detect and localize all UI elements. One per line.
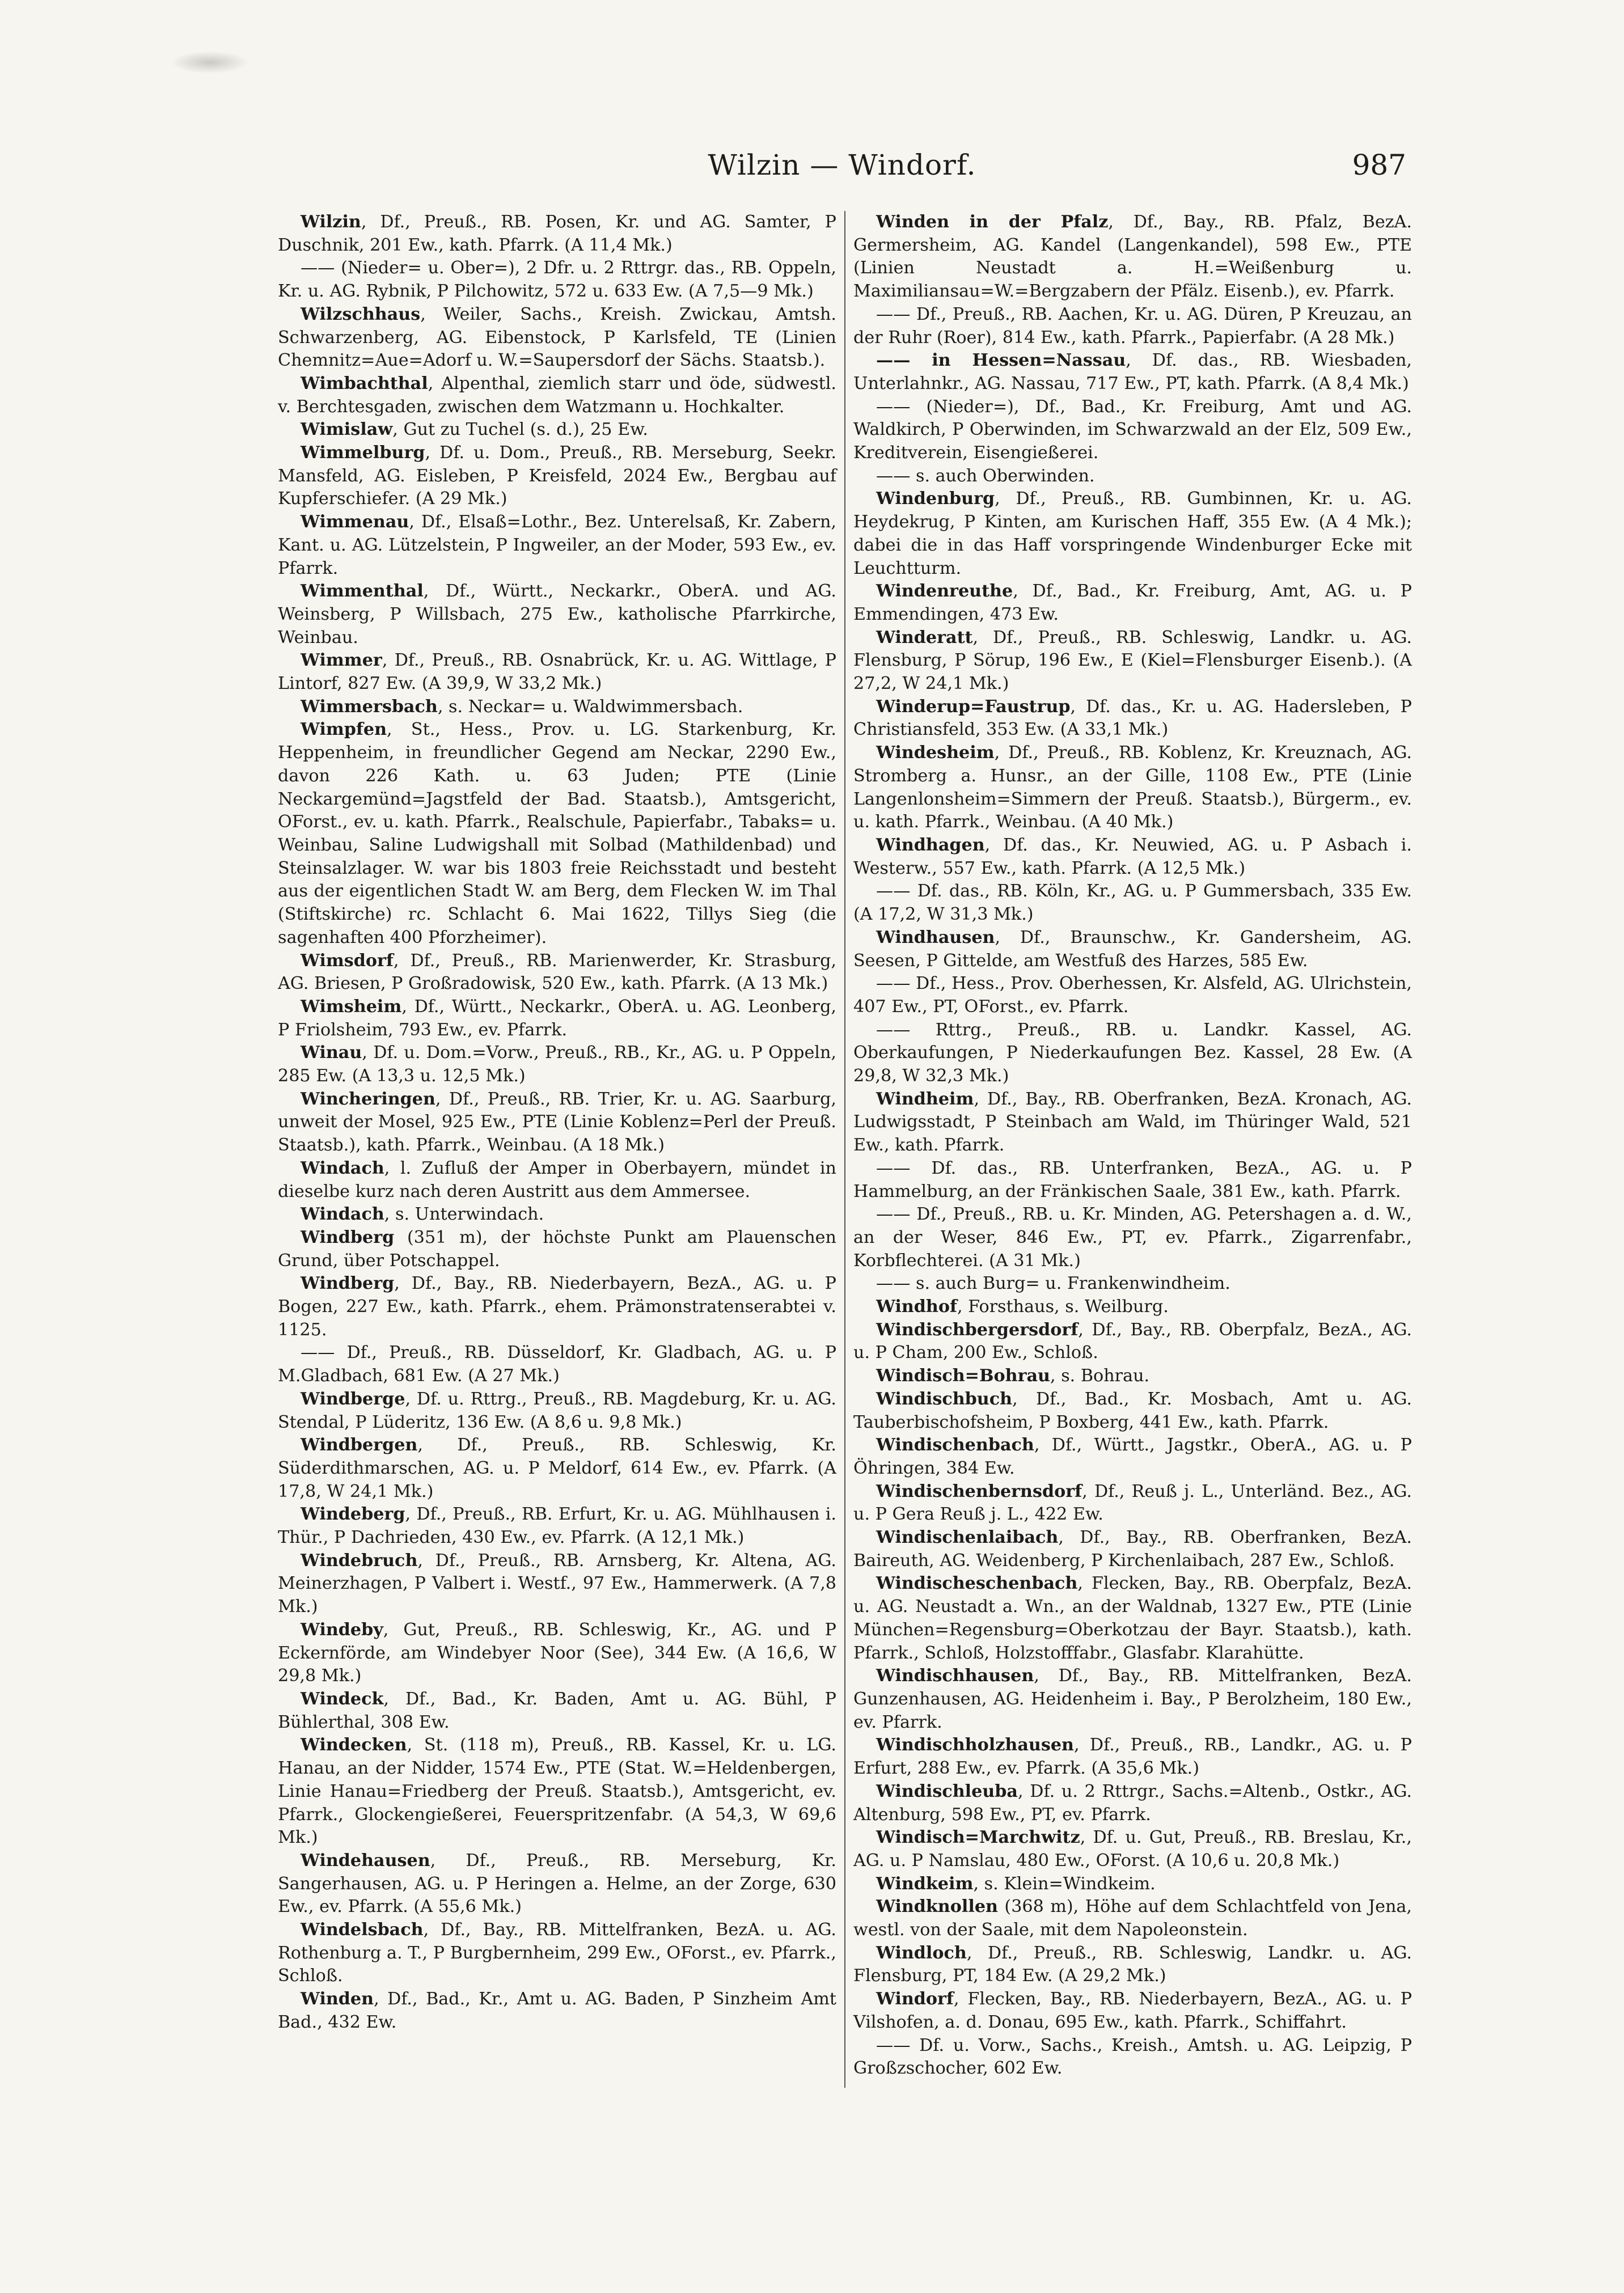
scan-smudge [170,51,249,74]
entry-text: , Df., Preuß., RB. Trier, Kr. u. AG. Saarburg, unweit der Mosel, 925 Ew., PTE (Linie Koblenz=Perl der Preuß. Staatsb.), kath. Pfarrk., Weinbau. (A 18 Mk.) [278,1089,836,1156]
entry-text: —— s. auch Oberwinden. [876,466,1095,486]
dictionary-entry [853,742,1412,834]
entry-text: , Df., Preuß., RB., Landkr., AG. u. P Erfurt, 288 Ew., ev. Pfarrk. (A 35,6 Mk.) [853,1735,1412,1779]
dictionary-entry [853,1434,1412,1480]
left-column [278,211,836,2034]
dictionary-entry [278,1088,836,1157]
dictionary-entry [853,1203,1412,1272]
dictionary-entry [278,418,836,442]
dictionary-entry [853,1734,1412,1780]
entry-text: , Df. u. Rttrg., Preuß., RB. Magdeburg, Kr. u. AG. Stendal, P Lüderitz, 136 Ew. (A 8,6 u. 9,8 Mk.) [278,1389,836,1432]
entry-text: , Df., Bay., RB. Niederbayern, BezA., AG. u. P Bogen, 227 Ew., kath. Pfarrk., ehem. Prämonstratenserabtei v. 1125. [278,1274,836,1340]
entry-headword: Windbergen [301,1435,418,1456]
entry-text: —— (Nieder= u. Ober=), 2 Dfr. u. 2 Rttrgr. das., RB. Oppeln, Kr. u. AG. Rybnik, P Pilchowitz, 572 u. 633 Ew. (A 7,5—9 Mk.) [278,258,836,302]
entry-headword: Windischholzhausen [876,1735,1074,1755]
entry-text: , Gut, Preuß., RB. Schleswig, Kr., AG. und P Eckernförde, am Windebyer Noor (See), 344 Ew. (A 16,6, W 29,8 Mk.) [278,1619,836,1686]
dictionary-entry [853,1572,1412,1665]
entry-headword: Wimislaw [301,420,393,440]
entry-headword: Windischeschenbach [876,1573,1078,1594]
entry-headword: Windknollen [876,1897,998,1917]
entry-headword: Windischbergersdorf [876,1319,1079,1340]
entry-text: , Df., Bay., RB. Oberfranken, BezA. Baireuth, AG. Weidenberg, P Kirchenlaibach, 287 Ew., Schloß. [853,1528,1412,1571]
entry-text: , Df. u. Gut, Preuß., RB. Breslau, Kr., AG. u. P Namslau, 480 Ew., OForst. (A 10,6 u. 20,8 Mk.) [853,1827,1412,1871]
dictionary-entry [278,1042,836,1088]
dictionary-entry [278,511,836,580]
dictionary-entry [278,718,836,949]
dictionary-entry [853,1365,1412,1388]
entry-text: , Df., Preuß., RB. Koblenz, Kr. Kreuznach, AG. Stromberg a. Hunsr., an der Gille, 1108 Ew., PTE (Linie Langenlonsheim=Simmern der Preuß. Staatsb.), Bürgerm., ev. u. kath. Pfarrk., Weinbau. (A 40 Mk.) [853,743,1412,832]
entry-headword: Windischbuch [876,1389,1013,1409]
entry-headword: Windhagen [876,835,985,855]
dictionary-entry [278,257,836,303]
entry-headword: Wimmelburg [301,443,425,463]
entry-text: , Flecken, Bay., RB. Niederbayern, BezA., AG. u. P Vilshofen, a. d. Donau, 695 Ew., kath. Pfarrk., Schiffahrt. [853,1989,1412,2032]
entry-text: —— s. auch Burg= u. Frankenwindheim. [876,1274,1230,1294]
entry-headword: Windischenbernsdorf [876,1481,1082,1501]
entry-text: (368 m), Höhe auf dem Schlachtfeld von Jena, westl. von der Saale, mit dem Napoleonstein. [853,1897,1412,1940]
entry-headword: Windberg [301,1274,395,1294]
entry-text: , Df. u. 2 Rttrgr., Sachs.=Altenb., Ostkr., AG. Altenburg, 598 Ew., PT, ev. Pfarrk. [853,1781,1412,1825]
entry-headword: Wimsheim [301,996,402,1017]
entry-text: , Df., Reuß j. L., Unterländ. Bez., AG. u. P Gera Reuß j. L., 422 Ew. [853,1481,1412,1525]
dictionary-entry [853,1988,1412,2034]
entry-text: , Df., Württ., Neckarkr., OberA. und AG. Weinsberg, P Willsbach, 275 Ew., katholische Pfarrkirche, Weinbau. [278,581,836,648]
entry-text: , Df., Preuß., RB. Schleswig, Landkr. u. AG. Flensburg, P Sörup, 196 Ew., E (Kiel=Flensburger Eisenb.). (A 27,2, W 24,1 Mk.) [853,627,1412,694]
entry-headword: Winden [301,1989,374,2009]
entry-text: , Df., Württ., Neckarkr., OberA. u. AG. Leonberg, P Friolsheim, 793 Ew., ev. Pfarrk. [278,996,836,1040]
entry-text: , Df., Bay., RB. Oberpfalz, BezA., AG. u. P Cham, 200 Ew., Schloß. [853,1319,1412,1363]
entry-text: —— Df., Preuß., RB. Aachen, Kr. u. AG. Düren, P Kreuzau, an der Ruhr (Roer), 814 Ew., kath. Pfarrk., Papierfabr. (A 28 Mk.) [853,304,1412,348]
entry-headword: Windisch=Bohrau [876,1366,1050,1386]
entry-text: , Df. u. Dom., Preuß., RB. Merseburg, Seekr. Mansfeld, AG. Eisleben, P Kreisfeld, 2024 Ew., Bergbau auf Kupferschiefer. (A 29 Mk.) [278,443,836,509]
dictionary-entry [278,1850,836,1919]
entry-text: , Forsthaus, s. Weilburg. [957,1297,1169,1317]
entry-headword: Wimmersbach [301,696,438,717]
dictionary-entry [853,627,1412,696]
dictionary-entry [278,1272,836,1342]
dictionary-entry [278,303,836,373]
entry-headword: Windenburg [876,489,995,509]
entry-headword: Wimmenau [301,512,409,532]
dictionary-entry [278,1988,836,2034]
dictionary-entry [853,1780,1412,1826]
dictionary-entry [853,1088,1412,1157]
entry-headword: Windischenbach [876,1435,1034,1456]
entry-text: , Df., Preuß., RB. Osnabrück, Kr. u. AG. Wittlage, P Lintorf, 827 Ew. (A 39,9, W 33,2 Mk.) [278,650,836,694]
entry-text: , Df., Braunschw., Kr. Gandersheim, AG. Seesen, P Gittelde, am Westfuß des Harzes, 585 Ew. [853,927,1412,971]
dictionary-entry [278,1550,836,1619]
entry-text: , Df., Bad., Kr. Baden, Amt u. AG. Bühl, P Bühlerthal, 308 Ew. [278,1689,836,1732]
entry-text: , Df. das., RB. Wiesbaden, Unterlahnkr., AG. Nassau, 717 Ew., PT, kath. Pfarrk. (A 8,4 Mk.) [853,350,1412,394]
entry-text: , Df., Preuß., RB. Posen, Kr. und AG. Samter, P Duschnik, 201 Ew., kath. Pfarrk. (A 11,4 Mk.) [278,212,836,255]
dictionary-entry [853,880,1412,926]
entry-headword: Windeck [301,1689,384,1709]
dictionary-entry [853,1272,1412,1296]
entry-text: , Df., Bay., RB. Oberfranken, BezA. Kronach, AG. Ludwigsstadt, P Steinbach am Wald, im Thüringer Wald, 521 Ew., kath. Pfarrk. [853,1089,1412,1156]
entry-text: —— Df., Preuß., RB. u. Kr. Minden, AG. Petershagen a. d. W., an der Weser, 846 Ew., PT, ev. Pfarrk., Zigarrenfabr., Korbflechterei. (A 31 Mk.) [853,1204,1412,1271]
entry-text: , St., Hess., Prov. u. LG. Starkenburg, Kr. Heppenheim, in freundlicher Gegend am Neckar, 2290 Ew., davon 226 Kath. u. 63 Juden; PTE (Linie Neckargemünd=Jagstfeld der Bad. Staatsb.), Amtsgericht, OForst., ev. u. kath. Pfarrk., Realschule, Papierfabr., Tabaks= u. Weinbau, Saline Ludwigshall mit Solbad (Mathildenbad) und Steinsalzlager. W. war bis 1803 freie Reichsstadt und besteht aus der eigentlichen Stadt W. am Berg, dem Flecken W. im Thal (Stiftskirche) rc. Schlacht 6. Mai 1622, Tillys Sieg (die sagenhaften 400 Pforzheimer). [278,720,836,947]
dictionary-entry [278,649,836,695]
dictionary-entry [278,1919,836,1988]
dictionary-entry [853,834,1412,880]
dictionary-entry [278,211,836,257]
entry-text: , Flecken, Bay., RB. Oberpfalz, BezA. u. AG. Neustadt a. Wn., an der Waldnab, 1327 Ew., PTE (Linie München=Regensburg=Oberkotzau der Bayr. Staatsb.), kath. Pfarrk., Schloß, Holzstofffabr., Glasfabr. Klarahütte. [853,1573,1412,1663]
entry-text: —— (Nieder=), Df., Bad., Kr. Freiburg, Amt und AG. Waldkirch, P Oberwinden, im Schwarzwald an der Elz, 509 Ew., Kreditverein, Eisengießerei. [853,396,1412,463]
entry-headword: Winderup=Faustrup [876,696,1071,717]
dictionary-entry [853,926,1412,972]
entry-headword: Wimbachthal [301,373,428,394]
dictionary-entry [278,442,836,511]
entry-headword: Windesheim [876,743,995,763]
entry-headword: Windecken [301,1735,407,1755]
entry-text: , Alpenthal, ziemlich starr und öde, südwestl. v. Berchtesgaden, zwischen dem Watzmann u. Hochkalter. [278,373,836,417]
entry-text: —— Df. u. Vorw., Sachs., Kreish., Amtsh. u. AG. Leipzig, P Großzschocher, 602 Ew. [853,2035,1412,2079]
dictionary-entry [853,211,1412,303]
entry-headword: Winden in der Pfalz [876,212,1109,232]
page-number: 987 [1352,149,1406,181]
dictionary-entry [278,1157,836,1203]
entry-text: —— Df. das., RB. Unterfranken, BezA., AG. u. P Hammelburg, an der Fränkischen Saale, 381 Ew., kath. Pfarrk. [853,1158,1412,1202]
entry-text: —— Df. das., RB. Köln, Kr., AG. u. P Gummersbach, 335 Ew. (A 17,2, W 31,3 Mk.) [853,881,1412,925]
entry-headword: Wimsdorf [301,950,394,971]
running-title: Wilzin — Windorf. [708,149,976,181]
entry-headword: Windisch=Marchwitz [876,1827,1080,1848]
entry-text: —— Df., Preuß., RB. Düsseldorf, Kr. Gladbach, AG. u. P M.Gladbach, 681 Ew. (A 27 Mk.) [278,1343,836,1386]
entry-headword: Wilzschhaus [301,304,421,324]
entry-headword: Windeberg [301,1504,405,1525]
entry-text: , s. Neckar= u. Waldwimmersbach. [437,696,743,717]
dictionary-entry [853,972,1412,1018]
dictionary-entry [278,1688,836,1734]
entry-headword: Windebruch [301,1550,418,1571]
entry-text: , l. Zufluß der Amper in Oberbayern, mündet in dieselbe kurz nach deren Austritt aus dem Ammersee. [278,1158,836,1202]
dictionary-entry [853,1896,1412,1941]
entry-text: , s. Unterwindach. [384,1204,544,1225]
entry-text: , Df. u. Dom.=Vorw., Preuß., RB., Kr., AG. u. P Oppeln, 285 Ew. (A 13,3 u. 12,5 Mk.) [278,1043,836,1086]
entry-headword: Windheim [876,1089,974,1109]
entry-text: , Df., Preuß., RB. Marienwerder, Kr. Strasburg, AG. Briesen, P Großradowisk, 520 Ew., kath. Pfarrk. (A 13 Mk.) [278,950,836,994]
entry-headword: Windenreuthe [876,581,1013,602]
entry-headword: Windberg [301,1227,395,1247]
entry-headword: Windischenlaibach [876,1528,1059,1548]
dictionary-entry [853,696,1412,742]
entry-text: , Df., Bad., Kr. Freiburg, Amt, AG. u. P Emmendingen, 473 Ew. [853,581,1412,624]
entry-headword: Windhausen [876,927,995,947]
entry-text: , s. Klein=Windkeim. [973,1873,1156,1894]
entry-headword: Windhof [876,1297,957,1317]
dictionary-entry [278,1203,836,1226]
dictionary-entry [853,488,1412,580]
entry-headword: Windeby [301,1619,383,1640]
entry-headword: Winderatt [876,627,973,648]
dictionary-entry [853,1296,1412,1319]
dictionary-entry [278,1619,836,1688]
entry-text: , Df., Preuß., RB. Erfurt, Kr. u. AG. Mühlhausen i. Thür., P Dachrieden, 430 Ew., ev. Pfarrk. (A 12,1 Mk.) [278,1504,836,1548]
entry-text: , Df. das., Kr. u. AG. Hadersleben, P Christiansfeld, 353 Ew. (A 33,1 Mk.) [853,696,1412,740]
dictionary-entry [278,373,836,418]
dictionary-entry [853,1942,1412,1988]
column-divider [844,211,845,2088]
entry-headword: —— in Hessen=Nassau [876,350,1126,371]
entry-text: , Weiler, Sachs., Kreish. Zwickau, Amtsh. Schwarzenberg, AG. Eibenstock, P Karlsfeld, TE (Linien Chemnitz=Aue=Adorf u. W.=Saupersdorf der Sächs. Staatsb.). [278,304,836,371]
entry-text: , Df., Preuß., RB. Schleswig, Kr. Süderdithmarschen, AG. u. P Meldorf, 614 Ew., ev. Pfarrk. (A 17,8, W 24,1 Mk.) [278,1435,836,1501]
entry-headword: Wimmenthal [301,581,424,602]
dictionary-entry [853,1388,1412,1434]
dictionary-entry [853,1480,1412,1526]
dictionary-entry [853,396,1412,465]
entry-headword: Wincheringen [301,1089,435,1109]
dictionary-entry [278,1734,836,1850]
dictionary-entry [278,696,836,719]
dictionary-entry [853,580,1412,626]
entry-headword: Windkeim [876,1873,974,1894]
dictionary-entry [278,1226,836,1272]
dictionary-entry [278,950,836,996]
dictionary-entry [853,1526,1412,1572]
entry-headword: Windelsbach [301,1920,424,1940]
entry-text: , s. Bohrau. [1050,1366,1150,1386]
dictionary-entry [853,1157,1412,1203]
dictionary-entry [278,580,836,649]
dictionary-entry [853,349,1412,395]
entry-text: , St. (118 m), Preuß., RB. Kassel, Kr. u. LG. Hanau, an der Nidder, 1574 Ew., PTE (Stat. W.=Heldenbergen, Linie Hanau=Friedberg der Preuß. Staatsb.), Amtsgericht, ev. Pfarrk., Glockengießerei, Feuerspritzenfabr. (A 54,3, W 69,6 Mk.) [278,1735,836,1848]
entry-headword: Winau [301,1043,362,1063]
entry-text: , Df., Bad., Kr., Amt u. AG. Baden, P Sinzheim Amt Bad., 432 Ew. [278,1989,836,2032]
entry-text: —— Rttrg., Preuß., RB. u. Landkr. Kassel, AG. Oberkaufungen, P Niederkaufungen Bez. Kassel, 28 Ew. (A 29,8, W 32,3 Mk.) [853,1019,1412,1086]
dictionary-entry [278,1434,836,1503]
dictionary-entry [853,1873,1412,1896]
entry-headword: Windberge [301,1389,405,1409]
entry-text: , Gut zu Tuchel (s. d.), 25 Ew. [392,420,648,440]
dictionary-entry [853,1826,1412,1872]
entry-text: , Df., Preuß., RB. Gumbinnen, Kr. u. AG. Heydekrug, P Kinten, am Kurischen Haff, 355 Ew. (A 4 Mk.); dabei die in das Haff vorspringende Windenburger Ecke mit Leuchtturm. [853,489,1412,578]
dictionary-entry [853,1665,1412,1734]
entry-text: , Df., Preuß., RB. Merseburg, Kr. Sangerhausen, AG. u. P Heringen a. Helme, an der Zorge, 630 Ew., ev. Pfarrk. (A 55,6 Mk.) [278,1850,836,1917]
entry-text: , Df., Elsaß=Lothr., Bez. Unterelsaß, Kr. Zabern, Kant. u. AG. Lützelstein, P Ingweiler, an der Moder, 593 Ew., ev. Pfarrk. [278,512,836,578]
right-column [853,211,1412,2080]
dictionary-entry [278,1503,836,1549]
entry-headword: Windischhausen [876,1666,1034,1686]
dictionary-entry [853,1319,1412,1365]
entry-text: , Df. das., Kr. Neuwied, AG. u. P Asbach i. Westerw., 557 Ew., kath. Pfarrk. (A 12,5 Mk.) [853,835,1412,878]
dictionary-entry [278,996,836,1042]
entry-headword: Windach [301,1204,384,1225]
entry-headword: Windorf [876,1989,954,2009]
dictionary-entry [853,2034,1412,2080]
entry-text: , Df., Bad., Kr. Mosbach, Amt u. AG. Tauberbischofsheim, P Boxberg, 441 Ew., kath. Pfarrk. [853,1389,1412,1432]
entry-headword: Windloch [876,1943,967,1963]
entry-headword: Windehausen [301,1850,430,1871]
dictionary-entry [853,303,1412,349]
entry-text: , Df., Preuß., RB. Arnsberg, Kr. Altena, AG. Meinerzhagen, P Valbert i. Westf., 97 Ew., Hammerwerk. (A 7,8 Mk.) [278,1550,836,1617]
dictionary-entry [278,1388,836,1434]
entry-headword: Wimpfen [301,720,387,740]
entry-headword: Windach [301,1158,384,1178]
entry-headword: Windischleuba [876,1781,1018,1801]
dictionary-entry [853,1019,1412,1088]
page-header [278,149,1406,194]
entry-text: , Df., Bay., RB. Mittelfranken, BezA. Gunzenhausen, AG. Heidenheim i. Bay., P Berolzheim, 180 Ew., ev. Pfarrk. [853,1666,1412,1732]
entry-headword: Wilzin [301,212,361,232]
entry-text: (351 m), der höchste Punkt am Plauenschen Grund, über Potschappel. [278,1227,836,1271]
entry-text: , Df., Bay., RB. Pfalz, BezA. Germersheim, AG. Kandel (Langenkandel), 598 Ew., PTE (Linien Neustadt a. H.=Weißenburg u. Maximiliansau=W.=Bergzabern der Pfälz. Eisenb.), ev. Pfarrk. [853,212,1412,302]
entry-headword: Wimmer [301,650,382,671]
dictionary-entry [278,1342,836,1387]
entry-text: , Df., Preuß., RB. Schleswig, Landkr. u. AG. Flensburg, PT, 184 Ew. (A 29,2 Mk.) [853,1943,1412,1986]
dictionary-entry [853,465,1412,488]
entry-text: , Df., Bay., RB. Mittelfranken, BezA. u. AG. Rothenburg a. T., P Burgbernheim, 299 Ew., OForst., ev. Pfarrk., Schloß. [278,1920,836,1986]
entry-text: , Df., Württ., Jagstkr., OberA., AG. u. P Öhringen, 384 Ew. [853,1435,1412,1478]
entry-text: —— Df., Hess., Prov. Oberhessen, Kr. Alsfeld, AG. Ulrichstein, 407 Ew., PT, OForst., ev. Pfarrk. [853,974,1412,1017]
